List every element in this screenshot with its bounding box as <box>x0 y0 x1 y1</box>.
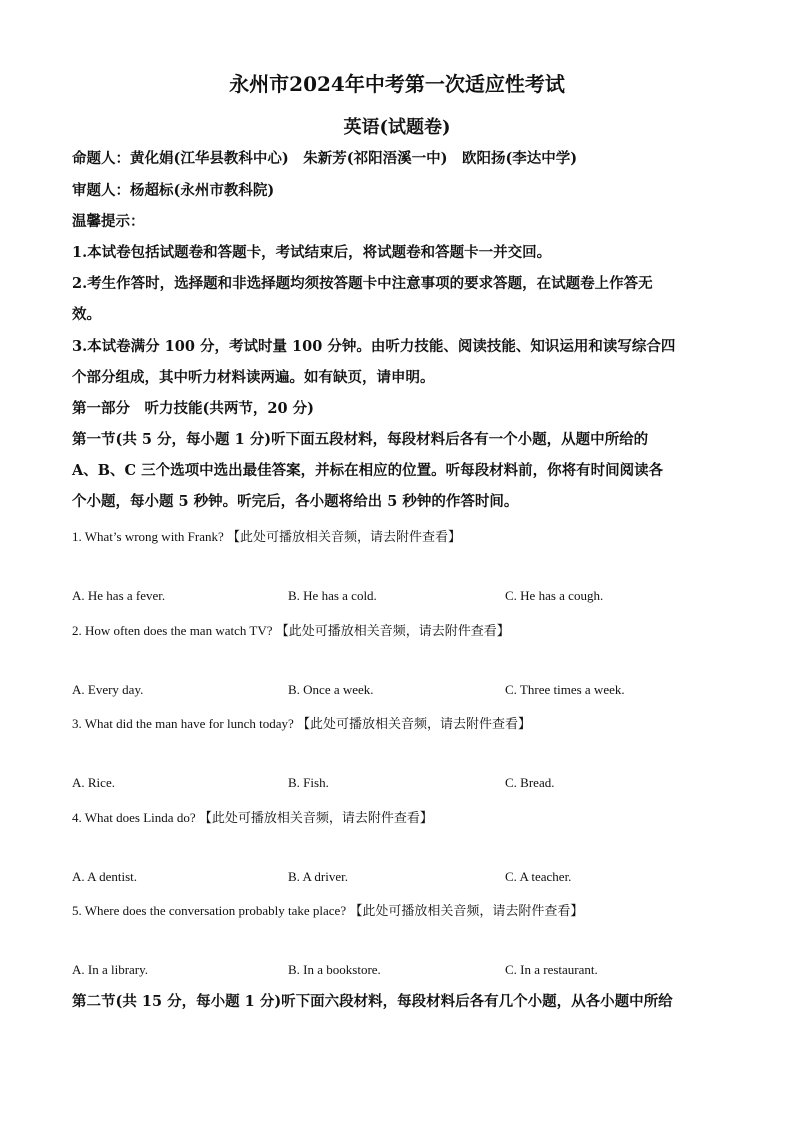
reviewer-line: 审题人：杨超标(永州市教科院) <box>72 182 275 199</box>
option-b: B. Once a week. <box>288 682 374 697</box>
option-b: B. In a bookstore. <box>288 962 381 977</box>
question-text: 3. What did the man have for lunch today? 【此处可播放相关音频，请去附件查看】 <box>72 716 532 731</box>
question-text: 5. Where does the conversation probably take place? 【此处可播放相关音频，请去附件查看】 <box>72 903 584 918</box>
option-b: B. Fish. <box>288 775 329 790</box>
option-a: A. He has a fever. <box>72 588 166 603</box>
part-heading: 第一部分 听力技能(共两节，20 分) <box>72 400 314 417</box>
tip-line: 效。 <box>72 306 101 323</box>
option-c: C. A teacher. <box>505 869 572 884</box>
tip-line: 1.本试卷包括试题卷和答题卡，考试结束后，将试题卷和答题卡一并交回。 <box>72 244 552 261</box>
option-b: B. A driver. <box>288 869 348 884</box>
option-a: A. Every day. <box>72 682 144 697</box>
option-b: B. He has a cold. <box>288 588 377 603</box>
option-a: A. Rice. <box>72 775 115 790</box>
section-instructions: 第一节(共 5 分，每小题 1 分)听下面五段材料，每段材料后各有一个小题，从题中所给的 <box>72 431 649 448</box>
option-a: A. A dentist. <box>72 869 138 884</box>
question-text: 2. How often does the man watch TV? 【此处可播放相关音频，请去附件查看】 <box>72 623 510 638</box>
option-a: A. In a library. <box>72 962 149 977</box>
exam-subtitle: 英语(试题卷) <box>343 117 451 138</box>
authors-line: 命题人：黄化娟(江华县教科中心) 朱新芳(祁阳浯溪一中) 欧阳扬(李达中学) <box>72 150 578 167</box>
exam-title: 永州市2024年中考第一次适应性考试 <box>229 72 565 96</box>
section-instructions: 第二节(共 15 分，每小题 1 分)听下面六段材料，每段材料后各有几个小题，从各小题中所给 <box>72 993 673 1010</box>
tips-heading: 温馨提示： <box>72 213 145 230</box>
option-c: C. He has a cough. <box>505 588 604 603</box>
question-text: 1. What’s wrong with Frank? 【此处可播放相关音频，请去附件查看】 <box>72 529 462 544</box>
option-c: C. Three times a week. <box>505 682 625 697</box>
option-c: C. In a restaurant. <box>505 962 598 977</box>
tip-line: 3.本试卷满分 100 分，考试时量 100 分钟。由听力技能、阅读技能、知识运用和读写综合四 <box>72 338 676 355</box>
question-text: 4. What does Linda do? 【此处可播放相关音频，请去附件查看】 <box>72 810 433 825</box>
tip-line: 个部分组成，其中听力材料读两遍。如有缺页，请申明。 <box>72 369 435 386</box>
option-c: C. Bread. <box>505 775 555 790</box>
section-instructions: 个小题，每小题 5 秒钟。听完后，各小题将给出 5 秒钟的作答时间。 <box>72 493 519 510</box>
tip-line: 2.考生作答时，选择题和非选择题均须按答题卡中注意事项的要求答题，在试题卷上作答无 <box>72 275 653 292</box>
section-instructions: A、B、C 三个选项中选出最佳答案，并标在相应的位置。听每段材料前，你将有时间阅读各 <box>72 462 664 479</box>
